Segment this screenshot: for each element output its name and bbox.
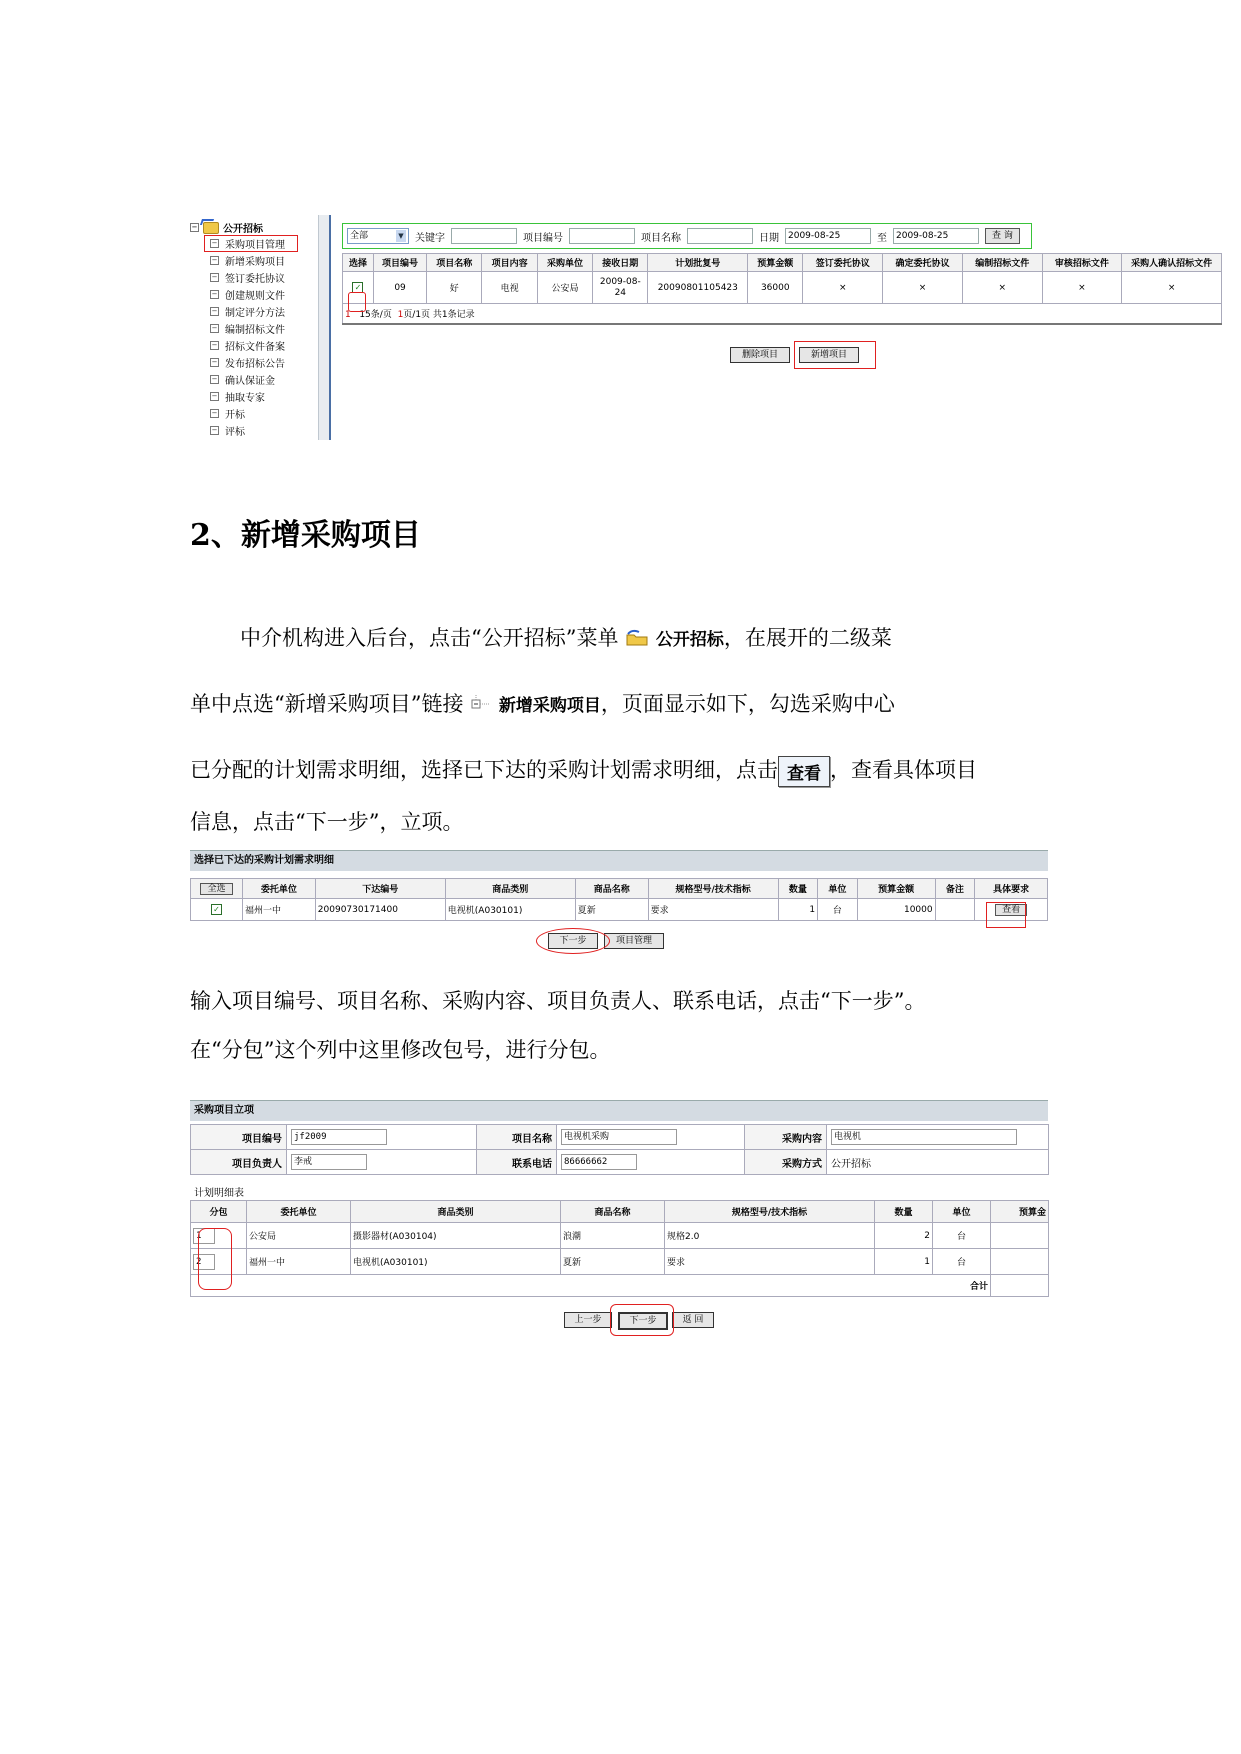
tree-item-8[interactable] [210, 373, 275, 386]
table-cell: 2 [875, 1223, 933, 1249]
tree-item-label: 抽取专家 [225, 393, 265, 404]
keyword-input[interactable] [451, 228, 517, 244]
content-input[interactable]: 电视机 [831, 1129, 1017, 1145]
node-icon: − [211, 290, 218, 298]
para-line [240, 622, 892, 652]
col-header: 商品类别 [351, 1201, 561, 1223]
keyword-label: 关键字 [415, 232, 445, 244]
plan-table [190, 878, 1048, 921]
tree-item-label: 评标 [225, 427, 245, 438]
folder-icon [625, 628, 649, 652]
table-row[interactable] [191, 1249, 1049, 1275]
plan-title: 计划明细表 [194, 1188, 244, 1199]
table-cell: 09 [373, 272, 426, 304]
tree-item-label: 采购项目管理 [225, 240, 285, 251]
table-cell: 夏新 [561, 1249, 665, 1275]
project-manage-button[interactable]: 项目管理 [604, 933, 664, 949]
tree-item-label: 发布招标公告 [225, 359, 285, 370]
screenshot-plan-select [190, 850, 1048, 955]
table-cell: 台 [818, 899, 858, 921]
col-header: 项目编号 [373, 254, 426, 272]
panel-title: 采购项目立项 [190, 1100, 1048, 1121]
col-header: 单位 [818, 879, 858, 899]
project-no-label: 项目编号 [523, 232, 563, 244]
package-input[interactable]: 1 [193, 1228, 215, 1244]
select-value: 全部 [350, 231, 369, 241]
total-label: 合计 [191, 1275, 991, 1297]
row-checkbox[interactable]: ✓ [352, 282, 363, 293]
tree-item-label: 开标 [225, 410, 245, 421]
select-cell[interactable] [191, 899, 243, 921]
pager [343, 304, 1222, 324]
menu-label: 公开招标 [655, 630, 724, 650]
table-cell: 20090801105423 [648, 272, 748, 304]
package-highlight [198, 1228, 232, 1290]
checkbox-highlight [348, 292, 366, 312]
total-value [991, 1275, 1049, 1297]
col-header: 预算金额 [857, 879, 935, 899]
chevron-down-icon[interactable]: ▼ [396, 230, 406, 242]
date-to-input[interactable]: 2009-08-25 [893, 228, 979, 244]
table-cell: × [803, 272, 883, 304]
node-icon: − [211, 239, 218, 247]
table-cell: 20090730171400 [315, 899, 445, 921]
tree-item-9[interactable] [210, 390, 265, 403]
table-cell [935, 899, 975, 921]
text: 单中点选“新增采购项目”链接 [190, 692, 464, 716]
date-from-input[interactable]: 2009-08-25 [785, 228, 871, 244]
col-header: 选择 [343, 254, 374, 272]
col-header: 采购单位 [537, 254, 592, 272]
col-header: 计划批复号 [648, 254, 748, 272]
phone-label: 联系电话 [477, 1150, 557, 1175]
category-select[interactable] [347, 228, 409, 244]
to-label: 至 [877, 232, 887, 244]
table-cell: 公安局 [247, 1223, 351, 1249]
table-cell: 浪潮 [561, 1223, 665, 1249]
back-button[interactable]: 返 回 [672, 1312, 714, 1328]
query-button[interactable]: 查 询 [985, 228, 1020, 244]
col-header: 委托单位 [247, 1201, 351, 1223]
pager-marker[interactable]: 1 [345, 309, 351, 320]
tree-item-label: 新增采购项目 [225, 257, 285, 268]
col-header: 规格型号/技术指标 [648, 879, 778, 899]
table-cell [991, 1249, 1049, 1275]
node-icon: − [211, 324, 218, 332]
table-cell: 1 [875, 1249, 933, 1275]
tree-root-label: 公开招标 [223, 224, 263, 235]
node-icon: − [211, 273, 218, 281]
tree-item-11[interactable] [210, 424, 245, 437]
para-line: 输入项目编号、项目名称、采购内容、项目负责人、联系电话，点击“下一步”。 [190, 989, 926, 1013]
tree-item-7[interactable] [210, 356, 285, 369]
text: 中介机构进入后台，点击“公开招标”菜单 [240, 626, 619, 650]
project-table [342, 253, 1222, 325]
project-name-input[interactable]: 电视机采购 [561, 1129, 677, 1145]
tree-root[interactable] [190, 220, 263, 235]
project-name-label: 项目名称 [641, 232, 681, 244]
project-table-wrap [342, 253, 1213, 337]
col-header: 数量 [875, 1201, 933, 1223]
col-header: 委托单位 [243, 879, 316, 899]
tree-item-5[interactable] [210, 322, 285, 335]
col-header: 具体要求 [975, 879, 1048, 899]
folder-icon [203, 222, 219, 234]
node-icon: − [211, 426, 218, 434]
para-line [190, 754, 977, 787]
owner-label: 项目负责人 [191, 1150, 287, 1175]
link-label: 新增采购项目 [498, 696, 601, 716]
table-cell: × [1122, 272, 1222, 304]
select-all-button[interactable]: 全选 [200, 883, 232, 895]
view-highlight [986, 902, 1026, 928]
plan-detail-table [190, 1200, 1049, 1297]
col-header: 项目名称 [427, 254, 482, 272]
tree-item-label: 确认保证金 [225, 376, 275, 387]
view-button[interactable]: 查看 [995, 904, 1027, 916]
table-cell: 要求 [665, 1249, 875, 1275]
search-bar [342, 223, 1032, 249]
col-header: 商品类别 [445, 879, 575, 899]
project-name-label: 项目名称 [477, 1125, 557, 1150]
table-cell: 福州一中 [243, 899, 316, 921]
tree-item-4[interactable] [210, 305, 285, 318]
tree-item-label: 招标文件备案 [225, 342, 285, 353]
project-no-input[interactable] [569, 228, 635, 244]
setup-form [190, 1124, 1049, 1175]
col-header: 签订委托协议 [803, 254, 883, 272]
table-cell: 电视机(A030101) [351, 1249, 561, 1275]
project-no-input[interactable]: jf2009 [291, 1129, 387, 1145]
row-checkbox[interactable]: ✓ [211, 904, 222, 915]
view-button-illustration: 查看 [778, 756, 830, 787]
tree-node-icon [470, 694, 492, 718]
table-cell: 好 [427, 272, 482, 304]
table-cell: 摄影器材(A030104) [351, 1223, 561, 1249]
node-icon: − [211, 256, 218, 264]
table-cell: × [962, 272, 1042, 304]
tree-item-label: 创建规则文件 [225, 291, 285, 302]
next-highlight [536, 928, 610, 954]
package-input[interactable]: 2 [193, 1254, 215, 1270]
table-row[interactable] [191, 899, 1048, 921]
node-icon: − [211, 409, 218, 417]
project-name-input[interactable] [687, 228, 753, 244]
highlight-box [204, 235, 298, 252]
col-header: 数量 [778, 879, 818, 899]
col-header: 预算金 [991, 1201, 1049, 1223]
prev-step-button[interactable]: 上一步 [564, 1312, 612, 1328]
para-line: 在“分包”这个列中这里修改包号，进行分包。 [190, 1038, 611, 1062]
collapse-icon[interactable]: − [191, 223, 198, 231]
table-row[interactable] [343, 272, 1222, 304]
method-value: 公开招标 [827, 1150, 1049, 1175]
screenshot-project-setup [190, 1100, 1048, 1345]
pager-current[interactable]: 1 [397, 309, 404, 320]
tree-item-2[interactable] [210, 271, 285, 284]
table-cell: × [1042, 272, 1122, 304]
text: ，页面显示如下，勾选采购中心 [600, 692, 895, 716]
col-header: 确定委托协议 [883, 254, 963, 272]
table-cell: × [883, 272, 963, 304]
table-cell: 10000 [857, 899, 935, 921]
col-header: 接收日期 [593, 254, 648, 272]
tree-item-6[interactable] [210, 339, 285, 352]
splitter[interactable] [318, 215, 331, 440]
node-icon: − [211, 341, 218, 349]
table-cell: 台 [933, 1223, 991, 1249]
col-header: 编制招标文件 [962, 254, 1042, 272]
pager-total: 页/1页 共1条记录 [403, 309, 475, 320]
next-highlight [610, 1304, 674, 1336]
method-label: 采购方式 [745, 1150, 827, 1175]
tree-item-label: 签订委托协议 [225, 274, 285, 285]
phone-input[interactable]: 86666662 [561, 1154, 637, 1170]
table-cell: 2009-08-24 [593, 272, 648, 304]
tree-item-10[interactable] [210, 407, 245, 420]
tree-item-label: 制定评分方法 [225, 308, 285, 319]
text: 已分配的计划需求明细，选择已下达的采购计划需求明细，点击 [190, 758, 778, 782]
para-line: 信息，点击“下一步”，立项。 [190, 810, 464, 834]
date-label: 日期 [759, 232, 779, 244]
node-icon: − [211, 392, 218, 400]
owner-input[interactable]: 李戒 [291, 1154, 367, 1170]
screenshot-project-management [190, 215, 1213, 445]
col-header: 商品名称 [561, 1201, 665, 1223]
tree-item-1[interactable] [210, 254, 285, 267]
table-cell: 36000 [748, 272, 803, 304]
node-icon: − [211, 358, 218, 366]
next-step-button[interactable]: 下一步 [618, 1312, 668, 1330]
select-all-cell [191, 879, 243, 899]
section-heading: 2、新增采购项目 [190, 518, 421, 553]
table-cell: 规格2.0 [665, 1223, 875, 1249]
pager-per-page: 15条/页 [359, 309, 392, 320]
panel-title: 选择已下达的采购计划需求明细 [190, 850, 1048, 871]
col-header: 分包 [191, 1201, 247, 1223]
node-icon: − [211, 375, 218, 383]
table-cell: 公安局 [537, 272, 592, 304]
tree-item-3[interactable] [210, 288, 285, 301]
content-label: 采购内容 [745, 1125, 827, 1150]
table-cell: 夏新 [575, 899, 648, 921]
delete-project-button[interactable]: 删除项目 [730, 347, 790, 363]
col-header: 审核招标文件 [1042, 254, 1122, 272]
table-cell: 1 [778, 899, 818, 921]
text: ，查看具体项目 [830, 758, 977, 782]
col-header: 采购人确认招标文件 [1122, 254, 1222, 272]
text: ，在展开的二级菜 [723, 626, 892, 650]
col-header: 规格型号/技术指标 [665, 1201, 875, 1223]
col-header: 项目内容 [482, 254, 537, 272]
table-cell: 福州一中 [247, 1249, 351, 1275]
table-cell: 电视 [482, 272, 537, 304]
col-header: 单位 [933, 1201, 991, 1223]
table-cell: 电视机(A030101) [445, 899, 575, 921]
project-no-label: 项目编号 [191, 1125, 287, 1150]
add-project-button[interactable]: 新增项目 [799, 347, 859, 363]
next-step-button[interactable]: 下一步 [548, 933, 598, 949]
tree-item-label: 编制招标文件 [225, 325, 285, 336]
node-icon: − [211, 307, 218, 315]
add-button-highlight [794, 341, 876, 369]
table-cell: 台 [933, 1249, 991, 1275]
table-row[interactable] [191, 1223, 1049, 1249]
table-cell: 要求 [648, 899, 778, 921]
table-cell [991, 1223, 1049, 1249]
col-header: 备注 [935, 879, 975, 899]
para-line [190, 688, 895, 718]
col-header: 下达编号 [315, 879, 445, 899]
col-header: 预算金额 [748, 254, 803, 272]
col-header: 商品名称 [575, 879, 648, 899]
